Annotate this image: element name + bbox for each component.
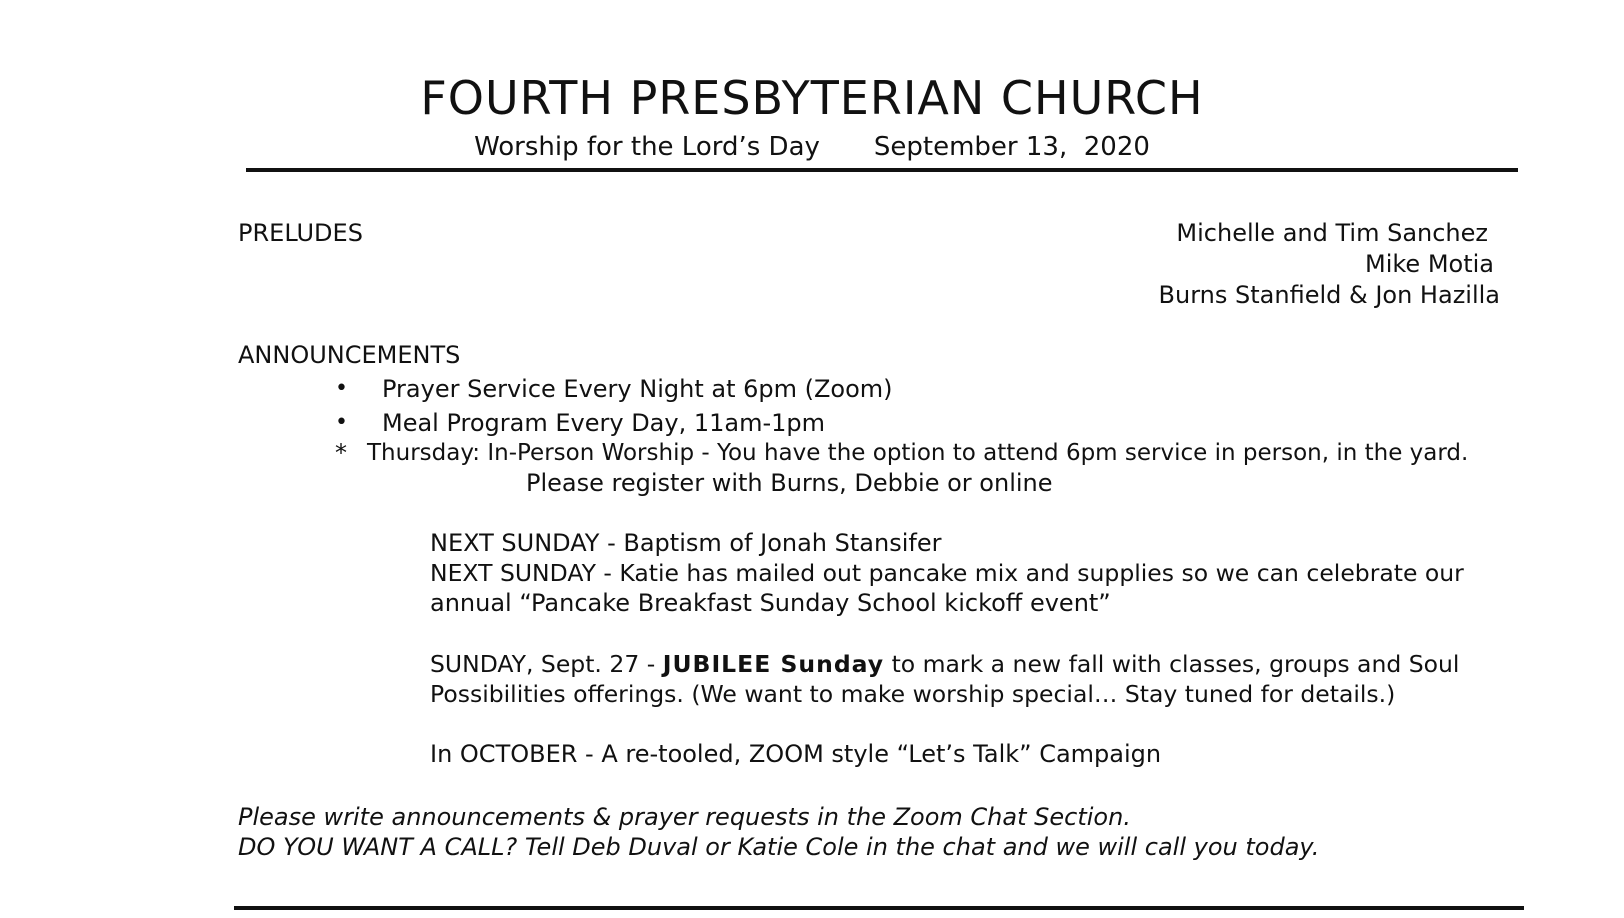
header-divider (246, 168, 1518, 172)
thursday-register: Please register with Burns, Debbie or online (526, 469, 1053, 497)
service-date: September 13, 2020 (873, 132, 1150, 162)
jubilee-title: JUBILEE Sunday (662, 650, 885, 678)
next-sunday-baptism: NEXT SUNDAY - Baptism of Jonah Stansifer (430, 529, 942, 557)
announcement-item: Prayer Service Every Night at 6pm (Zoom) (382, 375, 893, 403)
announcements-label: ANNOUNCEMENTS (238, 341, 461, 369)
service-name: Worship for the Lord’s Day (474, 132, 820, 162)
church-title: FOURTH PRESBYTERIAN CHURCH (420, 71, 1204, 125)
asterisk-marker: * (335, 439, 347, 467)
jubilee-prefix: SUNDAY, Sept. 27 - (430, 650, 663, 678)
preludes-performers (1158, 218, 1500, 311)
performer-line: Burns Stanfield & Jon Hazilla (1158, 281, 1500, 309)
bullet-icon: • (335, 410, 348, 435)
jubilee-line-2: Possibilities offerings. (We want to make worship special… Stay tuned for details.) (430, 680, 1396, 708)
performer-line: Mike Motia (1365, 250, 1494, 278)
preludes-label: PRELUDES (238, 219, 363, 247)
bullet-icon: • (335, 376, 348, 401)
next-sunday-pancake: NEXT SUNDAY - Katie has mailed out pancake mix and supplies so we can celebrate our (430, 559, 1464, 587)
chat-note: Please write announcements & prayer requests in the Zoom Chat Section. (238, 803, 1131, 831)
footer-divider (234, 906, 1524, 910)
performer-line: Michelle and Tim Sanchez (1176, 219, 1488, 247)
jubilee-suffix: to mark a new fall with classes, groups and Soul (884, 650, 1460, 678)
october-campaign: In OCTOBER - A re-tooled, ZOOM style “Let’s Talk” Campaign (430, 740, 1162, 768)
jubilee-line (430, 649, 1459, 679)
thursday-line: Thursday: In-Person Worship - You have the option to attend 6pm service in person, in the yard. (367, 440, 1469, 466)
call-note: DO YOU WANT A CALL? Tell Deb Duval or Katie Cole in the chat and we will call you today. (238, 833, 1320, 861)
announcement-item: Meal Program Every Day, 11am-1pm (382, 409, 826, 437)
service-subtitle (0, 130, 1624, 164)
next-sunday-pancake-cont: annual “Pancake Breakfast Sunday School kickoff event” (430, 589, 1111, 617)
